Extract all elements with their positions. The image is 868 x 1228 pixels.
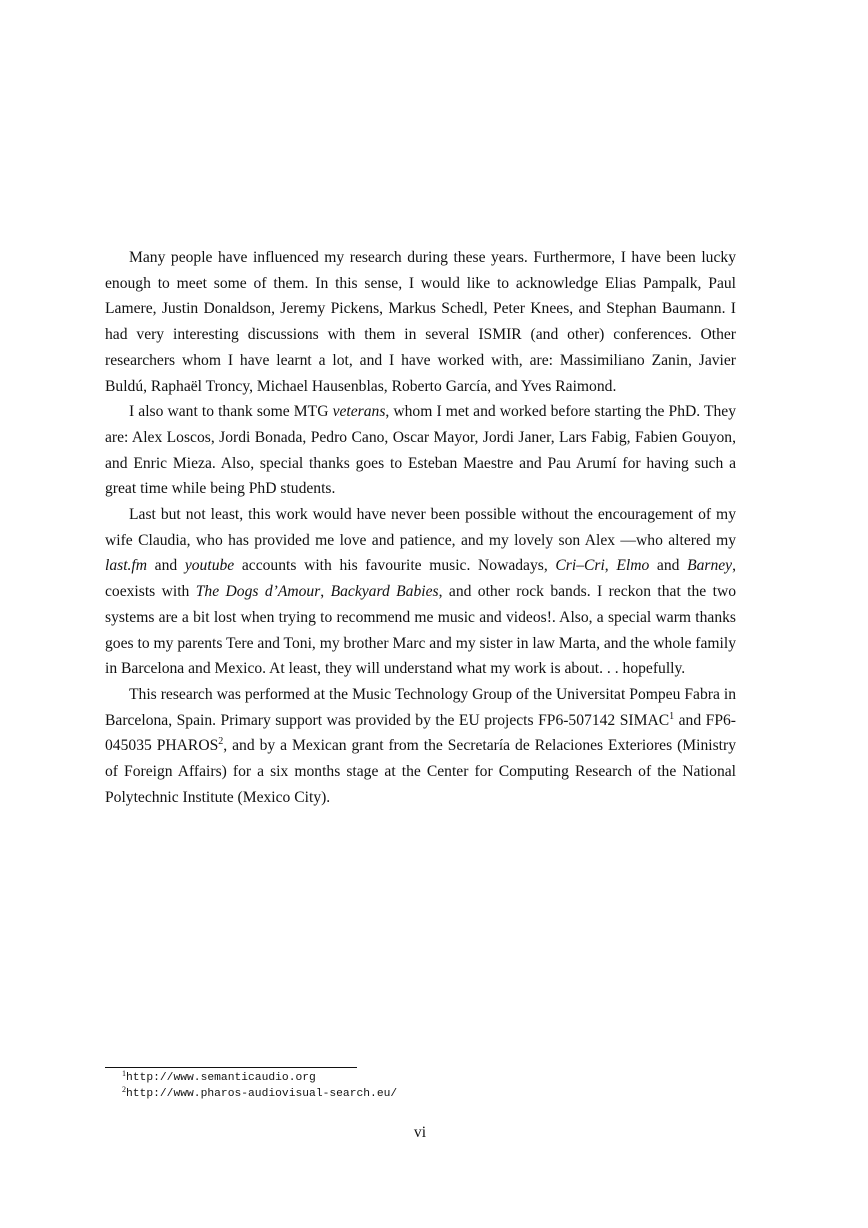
paragraph-funding: [105, 682, 736, 811]
footnote-ref-2: 2: [218, 736, 224, 748]
emphasis-veterans: veterans: [332, 403, 386, 421]
paragraph-family: [105, 502, 736, 682]
emphasis-youtube: youtube: [184, 557, 235, 575]
text-run: Last but not least, this work would have never been possible without the encouragement of my wife Claudia, who has provided me love and patience, and my lovely son Alex —who altered my: [105, 506, 736, 549]
footnotes: [122, 1070, 722, 1102]
emphasis-dogs-damour: The Dogs d’Amour: [195, 583, 321, 601]
paragraph-researchers: Many people have influenced my research during these years. Furthermore, I have been lucky enough to meet some of them. In this sense, I would like to acknowledge Elias Pampalk, Paul Lamere, Justin Donaldson, Jeremy Pickens, Markus Schedl, Peter Knees, and Stephan Baumann. I had very interesting discussions with them in several ISMIR (and other) conferences. Other researchers whom I have learnt a lot, and I have worked with, are: Massimiliano Zanin, Javier Buldú, Raphaël Troncy, Michael Hausenblas, Roberto García, and Yves Raimond.: [105, 249, 736, 395]
footnote-1: [122, 1070, 722, 1086]
footnote-url-link[interactable]: http://www.pharos-audiovisual-search.eu/: [126, 1088, 398, 1100]
text-run: , coexists with: [105, 557, 737, 601]
text-run: and: [147, 557, 185, 575]
text-run: I also want to thank some MTG: [129, 403, 333, 421]
text-run: , and by a Mexican grant from the Secretaría de Relaciones Exteriores (Ministry of Foreign Affairs) for a six months stage at the Center for Computing Research of the National Polytechnic Institute (Mexico City).: [105, 737, 736, 806]
emphasis-elmo: Elmo: [616, 557, 650, 575]
footnote-mark: 2: [122, 1085, 126, 1094]
paragraph-mtg-veterans: [105, 399, 736, 502]
page-number: vi: [413, 1124, 427, 1141]
acknowledgements-body: [105, 245, 736, 810]
footnote-ref-1: 1: [669, 710, 675, 722]
text-run: ,: [320, 583, 331, 601]
text-run: , whom I met and worked before starting the PhD. They are: Alex Loscos, Jordi Bonada, Pedro Cano, Oscar Mayor, Jordi Janer, Lars Fabig, Fabien Gouyon, and Enric Mieza. Also, special thanks goes to Esteban Maestre and Pau Arumí for having such a great time while being PhD students.: [105, 403, 736, 498]
emphasis-lastfm: last.fm: [105, 557, 148, 575]
text-run: This research was performed at the Music Technology Group of the Universitat Pompeu Fabra in Barcelona, Spain. Primary support was provided by the EU projects FP6-507142 SIMAC: [105, 685, 736, 729]
emphasis-barney: Barney: [687, 557, 733, 575]
footnote-2: [122, 1086, 722, 1102]
footnote-divider: [105, 1067, 357, 1068]
footnote-mark: 1: [122, 1069, 126, 1078]
text-run: accounts with his favourite music. Nowadays,: [234, 557, 556, 575]
emphasis-backyard-babies: Backyard Babies: [330, 583, 439, 601]
text-run: and: [649, 557, 688, 575]
emphasis-cricri: Cri–Cri: [555, 557, 605, 575]
text-run: ,: [604, 557, 617, 575]
text-run: and FP6-045035 PHAROS: [105, 711, 736, 755]
text-run: , and other rock bands. I reckon that the two systems are a bit lost when trying to recommend me music and videos!. Also, a special warm thanks goes to my parents Tere and Toni, my brother Marc and my sister in law Marta, and the whole family in Barcelona and Mexico. At least, they will understand what my work is about. . . hopefully.: [105, 583, 737, 678]
footnote-url-link[interactable]: http://www.semanticaudio.org: [126, 1072, 316, 1084]
